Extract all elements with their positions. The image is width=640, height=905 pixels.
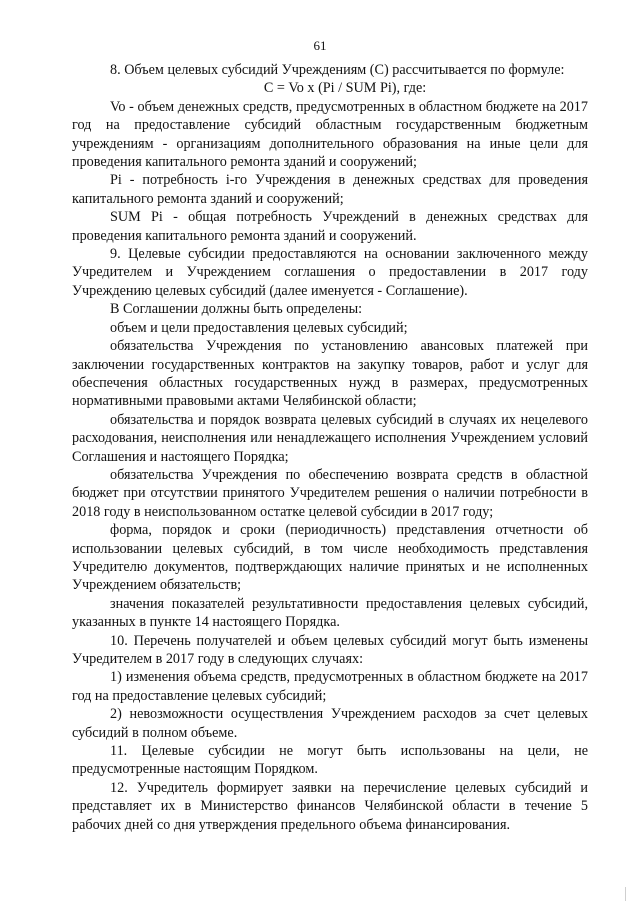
agreement-item-reporting: форма, порядок и сроки (периодичность) представления отчетности об использовании целевых субсидий, в том числе необходимость представления Учредителю документов, подтверждающих наличие принятых и не исполненных Учреждением обязательств; xyxy=(72,522,588,594)
paragraph-10-case-2: 2) невозможности осуществления Учреждением расходов за счет целевых субсидий в полном объеме. xyxy=(72,706,588,741)
paragraph-9: 9. Целевые субсидии предоставляются на основании заключенного между Учредителем и Учреждением соглашения о предоставлении в 2017 году Учреждению целевых субсидий (далее именуется - Соглашение). xyxy=(72,246,588,299)
agreement-item-indicators: значения показателей результативности предоставления целевых субсидий, указанных в пункте 14 настоящего Порядка. xyxy=(72,595,588,631)
agreement-item-budget-return: обязательства Учреждения по обеспечению возврата средств в областной бюджет при отсутствии принятого Учредителем решения о наличии потребности в 2018 году в неиспользованном остатке целевой субсидии в 2017 году; xyxy=(72,466,588,520)
document-body xyxy=(72,61,588,834)
paragraph-10: 10. Перечень получателей и объем целевых субсидий могут быть изменены Учредителем в 2017 году в следующих случаях: xyxy=(72,632,588,667)
definition-vo: Vo - объем денежных средств, предусмотренных в областном бюджете на 2017 год на предоставление субсидий областным государственным бюджетным учреждениям - организациям дополнительного образования на иные цели для проведения капитального ремонта зданий и сооружений; xyxy=(72,98,588,171)
agreement-item-return: обязательства и порядок возврата целевых субсидий в случаях их нецелевого расходования, неисполнения или ненадлежащего исполнения Учреждением условий Соглашения и настоящего Порядка; xyxy=(72,411,588,465)
page-number: 61 xyxy=(313,38,327,53)
definition-pi: Pi - потребность i-го Учреждения в денежных средствах для проведения капитального ремонта зданий и сооружений; xyxy=(72,172,588,207)
paragraph-10-case-1: 1) изменения объема средств, предусмотренных в областном бюджете на 2017 год на предоставление целевых субсидий; xyxy=(72,669,588,704)
scan-edge-mark xyxy=(625,887,638,901)
paragraph-8-intro: 8. Объем целевых субсидий Учреждениям (С) рассчитывается по формуле: xyxy=(110,62,565,78)
agreement-intro: В Соглашении должны быть определены: xyxy=(110,301,363,318)
definition-sum-pi: SUM Pi - общая потребность Учреждений в денежных средствах для проведения капитального ремонта зданий и сооружений. xyxy=(72,209,588,244)
formula: С = Vo x (Pi / SUM Pi), где: xyxy=(263,80,427,97)
paragraph-12: 12. Учредитель формирует заявки на перечисление целевых субсидий и представляет их в Министерство финансов Челябинской области в течение 5 рабочих дней со дня утверждения предельного объема финансирования. xyxy=(72,779,588,833)
agreement-item-volume: объем и цели предоставления целевых субсидий; xyxy=(110,319,408,336)
paragraph-11: 11. Целевые субсидии не могут быть использованы на цели, не предусмотренные настоящим Порядком. xyxy=(72,743,588,778)
agreement-item-advance: обязательства Учреждения по установлению авансовых платежей при заключении государственных контрактов на закупку товаров, работ и услуг для обеспечения областных государственных нужд в размерах, предусмотренных нормативными правовыми актами Челябинской области; xyxy=(72,338,588,410)
